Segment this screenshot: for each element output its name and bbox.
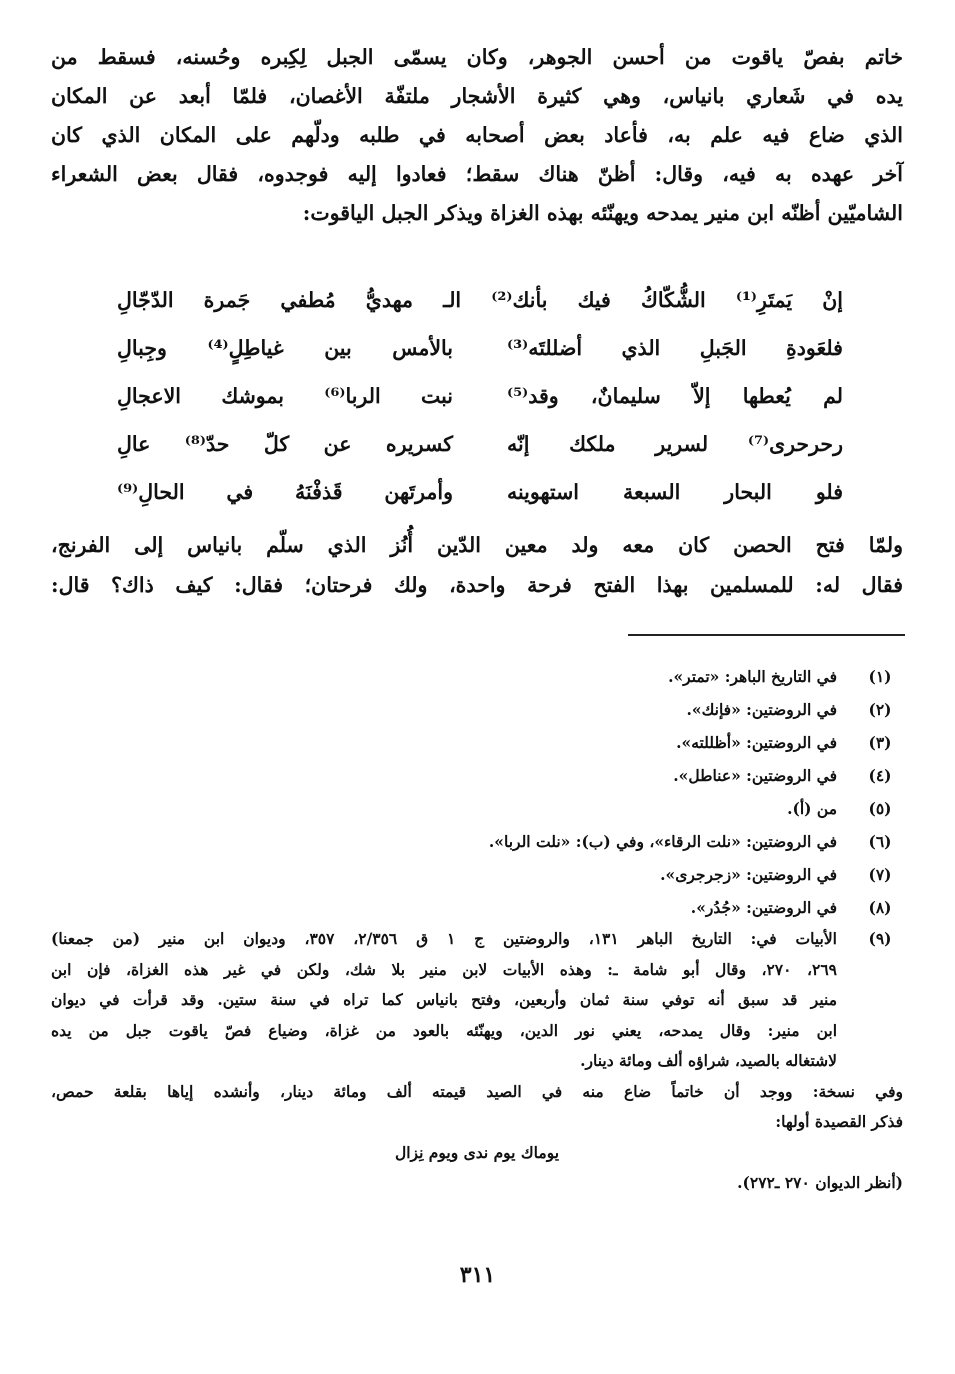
prose-line: يده في شَعاري بانياس، وهي كثيرة الأشجار ملتفّة الأغصان، فلمّا أبعد عن المكان [51,84,903,108]
page-number: ٣١١ [459,1262,496,1288]
prose-line: ولمّا فتح الحصن كان معه ولد معين الدّين أُنُز الذي سلّم بانياس إلى الفرنج، [51,533,903,557]
prose-line: خاتم بفصّ ياقوت من أحسن الجوهر، وكان يسمّى الجبل لِكِبره وحُسنه، فسقط من [51,45,903,69]
footnote-line: وفي نسخة: ووجد أن خاتماً ضاع منه في الصيد قيمته ألف ومائة دينار، وأنشده إياها بقلعة حمص، [51,1081,903,1101]
prose-line: فقال له: للمسلمين بهذا الفتح فرحة واحدة، ولك فرحتان؛ فقال: كيف ذاك؟ قال: [51,573,903,597]
footnote-line: (أنظر الديوان ٢٧٠ ـ٢٧٢). [737,1173,903,1192]
footnote [51,825,903,858]
verse-second-hemistich: نبت الربا⁽⁶⁾ بموشك الاعجالِ [117,384,453,408]
prose-line: الذي ضاع فيه علم به، فأعاد بعض أصحابه في طلبه ودلّهم على المكان الذي كان [51,123,903,147]
footnote-number: (٩) [868,929,892,948]
footnote [51,726,903,759]
verse-second-hemistich: وأمرتَهن قَذفْنَهُ في الحالِ⁽⁹⁾ [117,480,453,504]
footnote-text: في الروضتين: «نلت الرقاء»، وفي (ب): «نلت الربا». [488,832,837,851]
footnote-line: ابن منير: وقال يمدحه، يعني نور الدين، ويهنّئه بالعود من غزاة، وضياع فصّ ياقوت جبل من يده [51,1020,837,1040]
footnote-number: (٥) [868,799,892,818]
footnote [51,693,903,726]
footnote-line: ٢٦٩، ٢٧٠، وقال أبو شامة ـ: وهذه الأبيات لابن منير بلا شك، ولكن في غير هذه الغزاة، فإن ابن [51,959,837,979]
footnote-line: منير قد سبق أنه توفي سنة ثمان وأربعين، وفتح بانياس كما تراه في سنة ستين. وقد قرأت في ديوان [51,990,837,1009]
footnote-text: في الروضتين: «زجرجرى». [660,865,837,884]
footnote [51,792,903,825]
footnote-number: (١) [868,667,892,686]
footnotes [51,660,903,1199]
poem-verse [117,372,843,420]
footnote-quoted-verse: يوماك يوم ندى ويوم نِزال [394,1142,560,1162]
verse-first-hemistich: فلعَودةِ الجَبلِ الذي أضللتَه⁽³⁾ [507,336,843,360]
footnote-text: في الروضتين: «فإنك». [686,700,837,719]
verse-second-hemistich: كسريره عن كلّ حدّ⁽⁸⁾ عالِ [117,432,453,456]
footnote [51,891,903,924]
verse-first-hemistich: لم يُعطها إلاّ سليمانٌ، وقد⁽⁵⁾ [507,384,843,408]
footnote [51,858,903,891]
footnote-text: في التاريخ الباهر: «تمتر». [668,667,837,686]
footnote-continuation [51,1077,903,1199]
poem-verse [117,420,843,468]
footnote-number: (٤) [868,766,892,785]
poem-verse [117,324,843,372]
main-prose [51,38,903,233]
footnote-line: الأبيات في: التاريخ الباهر ١٣١، والروضتين ج ١ ق ٢/٣٥٦، ٣٥٧، وديوان ابن منير (من جمعنا) [51,929,837,948]
footnote-separator [628,634,905,636]
verse-first-hemistich: رحرحرى⁽⁷⁾ لسرير ملكك إنّه [507,432,843,456]
verse-second-hemistich: بالأمس بين غياطِلٍ⁽⁴⁾ وجِبالِ [117,336,453,360]
verse-full-line: إنْ يَمتَرِ⁽¹⁾ الشُّكّاكُ فيك بأنك⁽²⁾ الـ مهديُّ مُطفي جَمرة الدّجّالِ [117,288,843,312]
footnote-text: في الروضتين: «أظللته». [676,733,837,752]
footnote-body [51,924,837,1077]
footnote-number: (٢) [868,700,892,719]
footnote-text: من (أ). [787,799,837,818]
prose-line: الشاميّين أظنّه ابن منير يمدحه ويهنّئه بهذه الغزاة ويذكر الجبل الياقوت: [302,201,903,225]
poem-verse [117,276,843,324]
poem [117,276,843,516]
poem-verse [117,468,843,516]
verse-first-hemistich: فلو البحار السبعة استهوينه [507,480,843,504]
footnote [51,924,903,1199]
footnote-text: في الروضتين: «عناطل». [673,766,837,785]
footnote-number: (٨) [868,898,892,917]
prose-line: آخر عهده به فيه، وقال: أظنّ هناك سقط؛ فعادوا إليه فوجدوه، فقال بعض الشعراء [51,162,903,186]
footnote-number: (٧) [868,865,892,884]
footnote [51,660,903,693]
footnote-number: (٦) [868,832,892,851]
footnote-line: لاشتغاله بالصيد، شراؤه ألف ومائة دينار. [580,1051,837,1070]
footnote-line: فذكر القصيدة أولها: [775,1112,903,1131]
closing-prose [51,525,903,605]
footnote [51,759,903,792]
footnote-text: في الروضتين: «جُدُر». [690,898,837,917]
footnote-number: (٣) [868,733,892,752]
